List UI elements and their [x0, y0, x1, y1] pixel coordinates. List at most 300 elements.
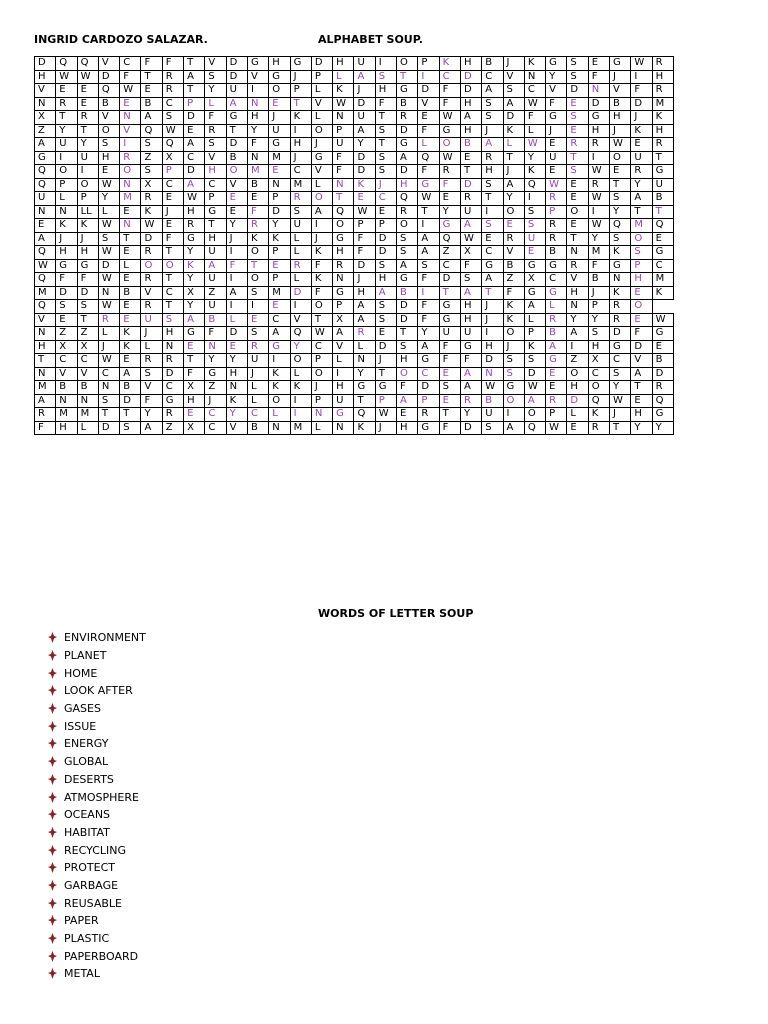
grid-cell: S [610, 367, 631, 381]
grid-cell: C [610, 354, 631, 368]
grid-cell: B [120, 286, 141, 300]
grid-cell: U [77, 151, 98, 165]
grid-cell: A [269, 327, 290, 341]
bullet-icon [48, 827, 64, 838]
grid-cell: C [482, 70, 503, 84]
grid-cell: E [567, 219, 588, 233]
word-list-item [48, 753, 146, 771]
grid-cell: D [375, 246, 396, 260]
grid-cell: A [460, 381, 481, 395]
grid-cell: J [610, 408, 631, 422]
grid-cell: A [141, 111, 162, 125]
grid-cell: G [652, 246, 673, 260]
grid-cell: J [290, 151, 311, 165]
grid-cell: X [141, 178, 162, 192]
grid-cell: Y [184, 246, 205, 260]
grid-cell: T [247, 259, 268, 273]
grid-cell: V [567, 273, 588, 287]
grid-row [35, 232, 674, 246]
grid-cell: R [460, 192, 481, 206]
grid-cell: P [205, 192, 226, 206]
grid-cell: H [247, 111, 268, 125]
grid-cell: B [247, 421, 268, 435]
grid-cell: H [460, 97, 481, 111]
grid-cell: U [205, 246, 226, 260]
grid-cell: R [503, 232, 524, 246]
grid-cell: P [162, 165, 183, 179]
grid-cell: U [460, 327, 481, 341]
grid-cell: B [397, 286, 418, 300]
grid-cell: B [397, 97, 418, 111]
grid-cell: E [418, 111, 439, 125]
grid-cell: J [482, 124, 503, 138]
grid-cell: C [162, 97, 183, 111]
grid-cell: K [269, 232, 290, 246]
grid-cell: B [247, 178, 268, 192]
grid-cell: E [269, 97, 290, 111]
grid-cell: H [652, 124, 673, 138]
word-list-item [48, 877, 146, 895]
grid-cell: W [439, 151, 460, 165]
grid-cell: D [503, 111, 524, 125]
word-list-item [48, 930, 146, 948]
grid-cell: R [162, 408, 183, 422]
grid-cell: S [482, 97, 503, 111]
grid-cell: S [567, 57, 588, 71]
grid-cell: F [460, 259, 481, 273]
grid-cell: P [524, 327, 545, 341]
grid-cell: D [98, 421, 119, 435]
grid-cell: Q [290, 327, 311, 341]
grid-cell: C [162, 286, 183, 300]
grid-cell: F [397, 381, 418, 395]
grid-row [35, 381, 674, 395]
grid-cell: H [269, 57, 290, 71]
grid-cell: O [247, 246, 268, 260]
grid-cell: U [269, 124, 290, 138]
grid-cell: D [460, 421, 481, 435]
grid-cell: Q [354, 408, 375, 422]
grid-cell: R [652, 138, 673, 152]
grid-cell: F [439, 97, 460, 111]
grid-cell: U [333, 138, 354, 152]
grid-cell: G [546, 111, 567, 125]
grid-cell: B [482, 57, 503, 71]
grid-cell: E [375, 205, 396, 219]
grid-cell: D [35, 57, 56, 71]
grid-cell: A [184, 178, 205, 192]
grid-cell: B [546, 246, 567, 260]
grid-cell: G [482, 259, 503, 273]
grid-cell: E [77, 97, 98, 111]
grid-cell: Y [631, 421, 652, 435]
grid-cell: P [375, 394, 396, 408]
grid-cell: G [439, 219, 460, 233]
grid-cell: H [588, 340, 609, 354]
bullet-icon [48, 756, 64, 767]
word-text: PLANET [64, 649, 107, 663]
grid-cell: P [546, 205, 567, 219]
grid-cell: C [205, 408, 226, 422]
grid-cell: W [98, 300, 119, 314]
grid-cell: W [524, 138, 545, 152]
grid-cell: S [503, 84, 524, 98]
grid-cell: U [56, 138, 77, 152]
grid-cell: K [269, 367, 290, 381]
grid-cell: R [354, 327, 375, 341]
grid-cell: Y [524, 151, 545, 165]
grid-cell: D [524, 367, 545, 381]
grid-cell: S [120, 421, 141, 435]
grid-cell: Y [588, 313, 609, 327]
grid-cell: H [56, 421, 77, 435]
word-list-item [48, 894, 146, 912]
grid-cell: C [162, 381, 183, 395]
grid-cell: Y [567, 313, 588, 327]
grid-cell: W [546, 178, 567, 192]
grid-cell: G [184, 232, 205, 246]
grid-cell: Q [141, 124, 162, 138]
grid-cell: G [397, 84, 418, 98]
word-list-item [48, 859, 146, 877]
grid-cell: S [162, 111, 183, 125]
grid-cell: E [524, 246, 545, 260]
grid-cell: G [610, 57, 631, 71]
grid-cell: Q [35, 165, 56, 179]
grid-cell: L [311, 178, 332, 192]
grid-cell: Z [141, 151, 162, 165]
grid-cell: S [290, 205, 311, 219]
grid-cell: E [482, 232, 503, 246]
grid-cell: D [354, 151, 375, 165]
grid-cell: F [247, 138, 268, 152]
word-list-item [48, 771, 146, 789]
grid-cell: N [205, 340, 226, 354]
grid-cell: D [226, 327, 247, 341]
grid-cell: F [418, 300, 439, 314]
grid-cell: G [652, 408, 673, 422]
grid-cell: L [354, 340, 375, 354]
grid-cell: A [631, 192, 652, 206]
grid-cell: I [290, 394, 311, 408]
bullet-icon [48, 685, 64, 696]
grid-cell: N [98, 286, 119, 300]
grid-cell: F [588, 259, 609, 273]
word-list-item [48, 664, 146, 682]
grid-cell: C [652, 259, 673, 273]
grid-cell: O [567, 367, 588, 381]
grid-cell: A [35, 232, 56, 246]
grid-cell: O [610, 151, 631, 165]
grid-cell: U [333, 394, 354, 408]
grid-cell: P [631, 259, 652, 273]
grid-cell: R [290, 192, 311, 206]
grid-cell: K [354, 178, 375, 192]
grid-cell: Ñ [354, 354, 375, 368]
grid-cell: T [567, 232, 588, 246]
grid-cell: E [35, 219, 56, 233]
grid-cell: G [269, 340, 290, 354]
grid-cell: W [588, 219, 609, 233]
grid-cell: B [120, 381, 141, 395]
grid-cell: G [588, 111, 609, 125]
grid-cell: M [631, 219, 652, 233]
grid-cell: L [247, 394, 268, 408]
bullet-icon [48, 933, 64, 944]
grid-cell: T [610, 421, 631, 435]
grid-cell: N [311, 408, 332, 422]
grid-cell: Z [77, 327, 98, 341]
grid-cell: S [482, 178, 503, 192]
grid-cell: E [56, 84, 77, 98]
grid-cell: V [333, 340, 354, 354]
grid-cell: P [418, 57, 439, 71]
grid-cell: E [610, 165, 631, 179]
grid-cell: L [311, 111, 332, 125]
word-list-item [48, 912, 146, 930]
grid-cell: V [226, 178, 247, 192]
grid-cell: L [290, 246, 311, 260]
grid-cell: W [439, 111, 460, 125]
grid-cell: J [311, 381, 332, 395]
grid-cell: N [247, 151, 268, 165]
grid-cell: K [503, 124, 524, 138]
grid-cell: U [439, 327, 460, 341]
grid-cell: C [311, 340, 332, 354]
grid-cell: H [333, 57, 354, 71]
grid-cell: D [162, 367, 183, 381]
grid-cell: J [503, 57, 524, 71]
grid-cell: K [247, 232, 268, 246]
grid-cell: R [205, 124, 226, 138]
grid-cell: Z [35, 124, 56, 138]
grid-cell: A [460, 219, 481, 233]
grid-cell: D [397, 300, 418, 314]
grid-cell: D [460, 178, 481, 192]
grid-cell: R [247, 219, 268, 233]
grid-cell: G [333, 286, 354, 300]
grid-cell: B [141, 97, 162, 111]
grid-cell: E [567, 421, 588, 435]
grid-cell: S [141, 138, 162, 152]
grid-cell: N [120, 178, 141, 192]
grid-cell: S [588, 327, 609, 341]
bullet-icon [48, 898, 64, 909]
grid-cell: M [35, 286, 56, 300]
grid-cell: T [439, 286, 460, 300]
grid-cell: K [503, 313, 524, 327]
grid-cell: U [226, 84, 247, 98]
grid-cell: M [652, 273, 673, 287]
grid-cell: P [290, 84, 311, 98]
grid-cell: H [397, 421, 418, 435]
grid-cell: T [567, 151, 588, 165]
grid-cell: G [162, 394, 183, 408]
grid-cell: T [418, 205, 439, 219]
grid-cell: P [311, 354, 332, 368]
grid-cell: U [290, 219, 311, 233]
grid-cell: R [482, 151, 503, 165]
grid-cell: G [35, 151, 56, 165]
grid-cell: S [524, 205, 545, 219]
grid-cell: S [375, 300, 396, 314]
grid-cell: K [631, 124, 652, 138]
grid-cell: Q [56, 57, 77, 71]
grid-cell: V [546, 84, 567, 98]
grid-cell: J [503, 340, 524, 354]
grid-cell: S [503, 354, 524, 368]
grid-cell: Z [205, 381, 226, 395]
grid-cell: I [375, 57, 396, 71]
grid-cell: E [56, 313, 77, 327]
grid-cell: T [375, 111, 396, 125]
grid-cell: Q [524, 178, 545, 192]
grid-cell: E [439, 394, 460, 408]
grid-cell: T [162, 273, 183, 287]
grid-cell: Q [162, 138, 183, 152]
grid-cell: W [184, 192, 205, 206]
grid-cell: H [205, 165, 226, 179]
word-list-item [48, 682, 146, 700]
grid-cell: P [311, 70, 332, 84]
grid-cell: U [141, 313, 162, 327]
grid-cell: S [98, 232, 119, 246]
grid-cell: F [333, 151, 354, 165]
grid-row [35, 138, 674, 152]
grid-cell: I [524, 192, 545, 206]
grid-cell: J [311, 138, 332, 152]
grid-cell: P [418, 394, 439, 408]
grid-cell: Q [418, 151, 439, 165]
grid-cell: Z [205, 286, 226, 300]
grid-cell: F [77, 273, 98, 287]
grid-cell: I [418, 286, 439, 300]
grid-cell: O [290, 354, 311, 368]
grid-cell: V [98, 111, 119, 125]
grid-cell: K [354, 421, 375, 435]
word-list-item [48, 965, 146, 983]
grid-cell: H [567, 381, 588, 395]
grid-cell: R [546, 394, 567, 408]
grid-cell: O [503, 327, 524, 341]
grid-cell: S [567, 70, 588, 84]
grid-cell: W [524, 97, 545, 111]
grid-cell: H [460, 124, 481, 138]
grid-cell: F [439, 84, 460, 98]
grid-cell: S [397, 246, 418, 260]
grid-cell: S [162, 313, 183, 327]
bullet-icon [48, 862, 64, 873]
grid-cell: B [503, 259, 524, 273]
grid-cell: E [546, 367, 567, 381]
grid-cell: C [375, 192, 396, 206]
grid-cell: F [35, 421, 56, 435]
grid-cell: E [226, 340, 247, 354]
grid-cell: O [588, 381, 609, 395]
grid-cell: Y [439, 205, 460, 219]
grid-cell: I [247, 300, 268, 314]
grid-row [35, 327, 674, 341]
grid-cell: H [35, 340, 56, 354]
grid-cell: T [503, 151, 524, 165]
grid-cell: F [546, 97, 567, 111]
grid-cell: O [269, 394, 290, 408]
grid-cell: R [141, 192, 162, 206]
grid-cell: C [184, 151, 205, 165]
grid-cell: T [162, 300, 183, 314]
grid-cell: D [567, 84, 588, 98]
grid-cell: D [290, 286, 311, 300]
grid-cell: A [354, 124, 375, 138]
grid-cell: I [631, 70, 652, 84]
grid-cell: E [439, 192, 460, 206]
grid-row [35, 300, 674, 314]
grid-cell: A [418, 232, 439, 246]
grid-cell: N [162, 340, 183, 354]
grid-cell: G [503, 381, 524, 395]
grid-cell: J [354, 84, 375, 98]
grid-cell: E [226, 192, 247, 206]
grid-cell: H [631, 408, 652, 422]
grid-cell: H [631, 273, 652, 287]
grid-cell: R [397, 205, 418, 219]
grid-cell: G [460, 340, 481, 354]
word-list-item [48, 788, 146, 806]
grid-cell: F [375, 97, 396, 111]
grid-cell: T [162, 246, 183, 260]
grid-cell: X [460, 246, 481, 260]
grid-cell: G [290, 57, 311, 71]
grid-cell: A [503, 178, 524, 192]
word-text: DESERTS [64, 772, 114, 786]
grid-cell: S [375, 70, 396, 84]
grid-cell: T [652, 151, 673, 165]
grid-cell: R [98, 313, 119, 327]
grid-cell: K [311, 246, 332, 260]
grid-cell: O [311, 300, 332, 314]
grid-cell: S [610, 232, 631, 246]
word-list-item [48, 629, 146, 647]
grid-cell: E [567, 192, 588, 206]
word-text: PAPER [64, 914, 99, 928]
grid-cell: R [35, 408, 56, 422]
grid-cell: F [141, 394, 162, 408]
grid-cell: N [610, 273, 631, 287]
bullet-icon [48, 880, 64, 891]
grid-cell: R [56, 97, 77, 111]
grid-cell: H [397, 354, 418, 368]
grid-row [35, 124, 674, 138]
grid-cell: A [397, 259, 418, 273]
grid-cell: A [226, 97, 247, 111]
grid-cell: S [77, 300, 98, 314]
grid-cell: K [588, 408, 609, 422]
grid-cell: B [588, 273, 609, 287]
grid-cell: K [184, 259, 205, 273]
grid-cell: T [120, 408, 141, 422]
grid-cell: V [98, 57, 119, 71]
grid-cell: N [120, 219, 141, 233]
bullet-icon [48, 809, 64, 820]
grid-cell: F [524, 111, 545, 125]
grid-cell: D [397, 313, 418, 327]
word-text: ENVIRONMENT [64, 631, 146, 645]
grid-cell: X [333, 313, 354, 327]
grid-cell: M [290, 178, 311, 192]
grid-cell: O [56, 165, 77, 179]
grid-cell: J [98, 340, 119, 354]
grid-cell: C [588, 367, 609, 381]
